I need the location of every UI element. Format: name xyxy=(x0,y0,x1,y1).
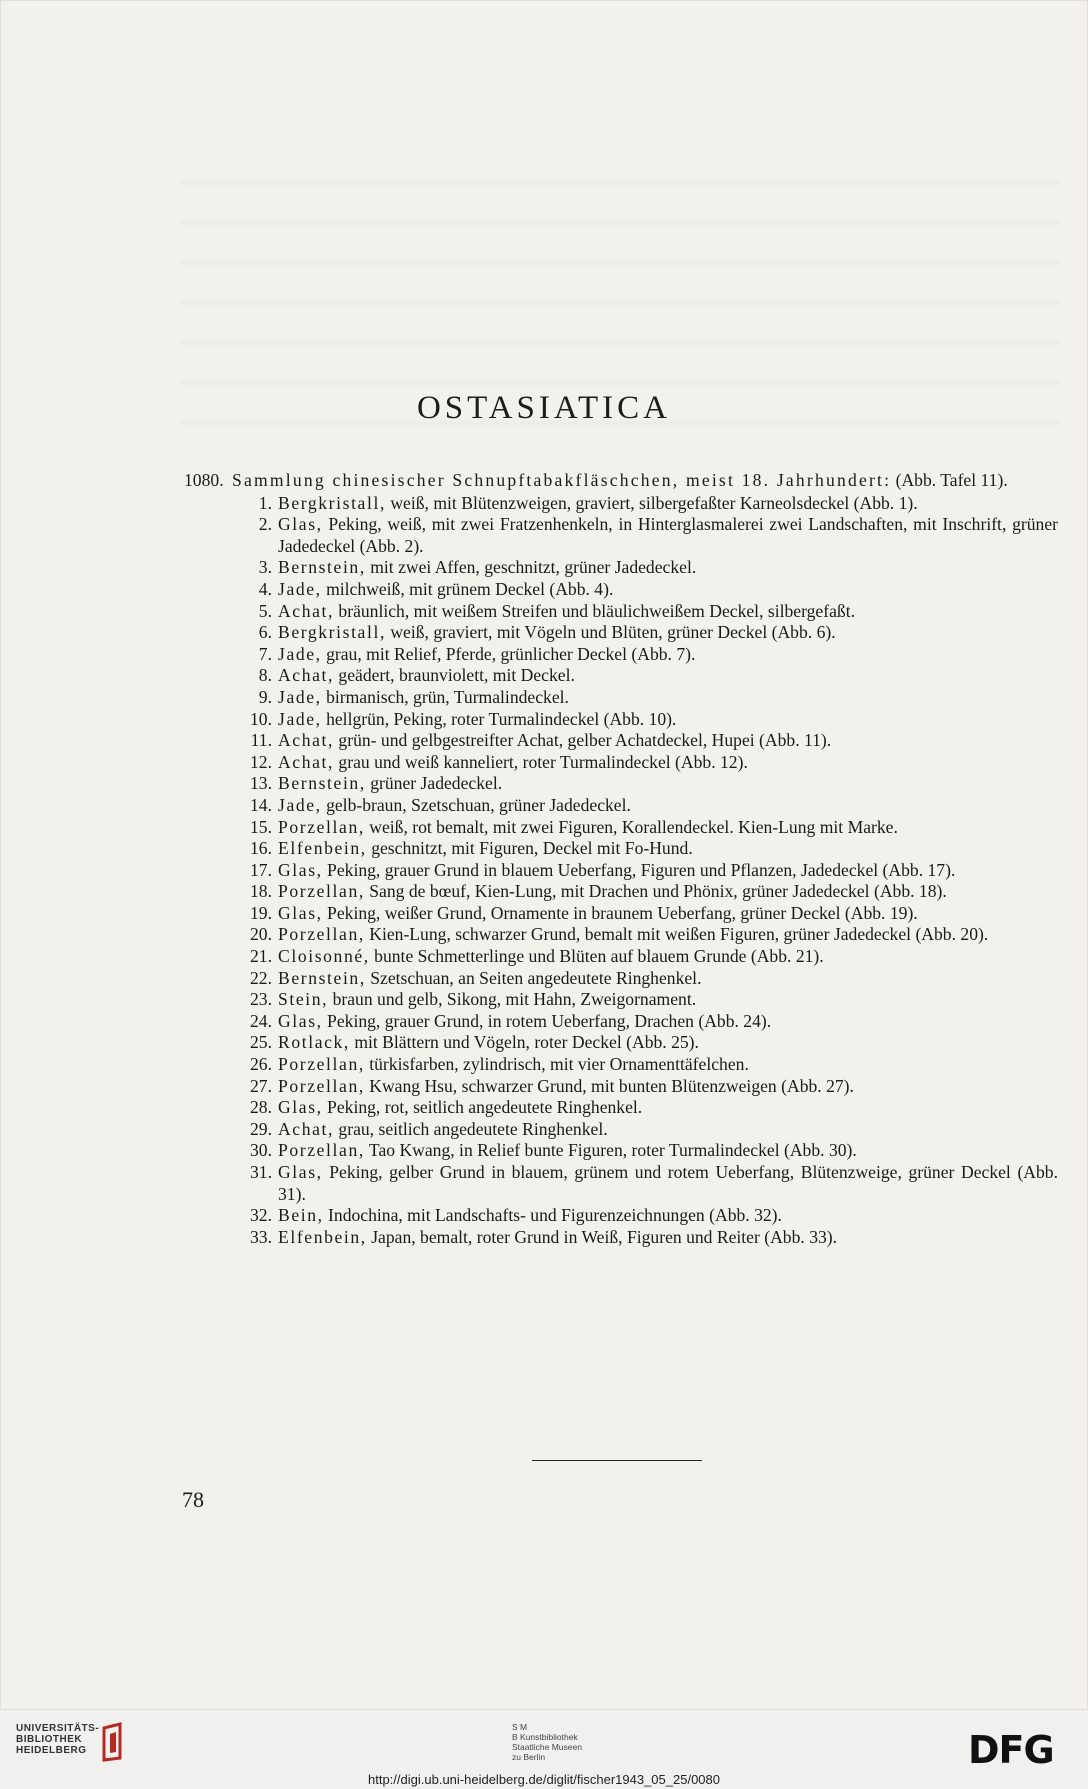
item-description: türkisfarben, zylindrisch, mit vier Ornamenttäfelchen. xyxy=(364,1054,749,1075)
item-text xyxy=(278,860,1058,882)
list-item xyxy=(184,903,1058,925)
item-text xyxy=(278,579,1058,601)
item-description: gelb-braun, Szetschuan, grüner Jadedeckel. xyxy=(321,794,631,815)
item-description: Sang de bœuf, Kien-Lung, mit Drachen und Phönix, grüner Jadedeckel (Abb. 18). xyxy=(364,881,947,902)
item-material: Achat, xyxy=(278,665,335,686)
item-description: Szetschuan, an Seiten angedeutete Ringhenkel. xyxy=(365,967,702,988)
list-item xyxy=(184,752,1058,774)
item-number: 8. xyxy=(258,665,272,686)
item-description: grau und weiß kanneliert, roter Turmalindeckel (Abb. 12). xyxy=(334,751,748,772)
item-number: 6. xyxy=(258,622,272,643)
university-line: HEIDELBERG xyxy=(16,1745,87,1756)
item-material: Bernstein, xyxy=(278,773,366,794)
museum-line: Staatliche Museen xyxy=(512,1742,582,1752)
item-text xyxy=(278,514,1058,557)
item-material: Porzellan, xyxy=(278,1140,365,1161)
list-item xyxy=(184,493,1058,515)
item-number: 27. xyxy=(250,1075,272,1096)
item-material: Bergkristall, xyxy=(278,492,386,513)
item-description: Kien-Lung, schwarzer Grund, bemalt mit weißen Figuren, grüner Jadedeckel (Abb. 20). xyxy=(364,924,989,945)
item-material: Jade, xyxy=(278,686,322,707)
item-text xyxy=(278,1119,1058,1141)
list-item xyxy=(184,514,1058,557)
item-description: mit zwei Affen, geschnitzt, grüner Jadedeckel. xyxy=(365,557,697,578)
item-number: 28. xyxy=(250,1097,272,1118)
item-description: Peking, grauer Grund, in rotem Ueberfang, Drachen (Abb. 24). xyxy=(322,1010,772,1031)
list-item xyxy=(184,601,1058,623)
list-item xyxy=(184,773,1058,795)
list-item xyxy=(184,1119,1058,1141)
item-text xyxy=(278,493,1058,515)
item-material: Achat, xyxy=(278,730,335,751)
item-list xyxy=(184,493,1058,1249)
item-material: Porzellan, xyxy=(278,1075,365,1096)
item-material: Cloisonné, xyxy=(278,946,370,967)
item-description: mit Blättern und Vögeln, roter Deckel (Abb. 25). xyxy=(349,1032,699,1053)
item-number: 1. xyxy=(258,492,272,513)
item-text xyxy=(278,1076,1058,1098)
item-text xyxy=(278,946,1058,968)
item-number: 13. xyxy=(250,773,272,794)
list-item xyxy=(184,709,1058,731)
item-number: 23. xyxy=(250,989,272,1010)
item-description: Tao Kwang, in Relief bunte Figuren, roter Turmalindeckel (Abb. 30). xyxy=(364,1140,857,1161)
item-number: 3. xyxy=(258,557,272,578)
university-logo-text[interactable] xyxy=(16,1723,99,1756)
list-item xyxy=(184,924,1058,946)
item-number: 15. xyxy=(250,816,272,837)
museum-line: S M xyxy=(512,1722,528,1732)
item-number: 5. xyxy=(258,600,272,621)
item-number: 25. xyxy=(250,1032,272,1053)
list-item xyxy=(184,968,1058,990)
item-material: Glas, xyxy=(278,1097,323,1118)
item-number: 32. xyxy=(250,1205,272,1226)
list-item xyxy=(184,1054,1058,1076)
end-rule xyxy=(532,1460,702,1461)
item-text xyxy=(278,838,1058,860)
item-material: Bernstein, xyxy=(278,967,366,988)
item-material: Rotlack, xyxy=(278,1032,350,1053)
item-material: Jade, xyxy=(278,643,322,664)
item-text xyxy=(278,752,1058,774)
permalink-url[interactable]: http://digi.ub.uni-heidelberg.de/diglit/fischer1943_05_25/0080 xyxy=(368,1772,720,1787)
item-description: milchweiß, mit grünem Deckel (Abb. 4). xyxy=(321,578,614,599)
list-item xyxy=(184,1011,1058,1033)
item-text xyxy=(278,665,1058,687)
item-material: Stein, xyxy=(278,989,329,1010)
item-number: 14. xyxy=(250,794,272,815)
item-material: Glas, xyxy=(278,1010,323,1031)
list-item xyxy=(184,665,1058,687)
list-item xyxy=(184,579,1058,601)
item-material: Achat, xyxy=(278,1118,335,1139)
museum-logo-text[interactable] xyxy=(512,1722,582,1762)
item-text xyxy=(278,622,1058,644)
item-description: weiß, graviert, mit Vögeln und Blüten, grüner Deckel (Abb. 6). xyxy=(385,622,836,643)
entry-heading xyxy=(184,470,1058,492)
item-number: 18. xyxy=(250,881,272,902)
item-text xyxy=(278,968,1058,990)
item-text xyxy=(278,1205,1058,1227)
museum-line: B Kunstbibliothek xyxy=(512,1732,578,1742)
item-description: geschnitzt, mit Figuren, Deckel mit Fo-Hund. xyxy=(366,838,693,859)
item-material: Bernstein, xyxy=(278,557,366,578)
item-text xyxy=(278,1227,1058,1249)
item-material: Porzellan, xyxy=(278,816,365,837)
list-item xyxy=(184,817,1058,839)
item-description: bräunlich, mit weißem Streifen und bläulichweißem Deckel, silbergefaßt. xyxy=(334,600,855,621)
item-material: Elfenbein, xyxy=(278,1226,367,1247)
item-text xyxy=(278,773,1058,795)
viewer-footer xyxy=(0,1710,1088,1789)
list-item xyxy=(184,946,1058,968)
list-item xyxy=(184,860,1058,882)
item-number: 4. xyxy=(258,578,272,599)
item-text xyxy=(278,601,1058,623)
item-text xyxy=(278,903,1058,925)
item-number: 29. xyxy=(250,1118,272,1139)
page-title: OSTASIATICA xyxy=(416,390,672,426)
item-text xyxy=(278,644,1058,666)
item-material: Bein, xyxy=(278,1205,324,1226)
item-description: Peking, grauer Grund in blauem Ueberfang, Figuren und Pflanzen, Jadedeckel (Abb. 17). xyxy=(322,859,956,880)
item-description: bunte Schmetterlinge und Blüten auf blauem Grunde (Abb. 21). xyxy=(369,946,824,967)
item-number: 17. xyxy=(250,859,272,880)
item-material: Glas, xyxy=(278,859,323,880)
item-number: 30. xyxy=(250,1140,272,1161)
item-material: Porzellan, xyxy=(278,924,365,945)
item-number: 19. xyxy=(250,902,272,923)
item-description: grüner Jadedeckel. xyxy=(365,773,503,794)
item-number: 22. xyxy=(250,967,272,988)
item-material: Porzellan, xyxy=(278,881,365,902)
item-number: 16. xyxy=(250,838,272,859)
item-description: Peking, weiß, mit zwei Fratzenhenkeln, in Hinterglasmalerei zwei Landschaften, mit Inschrift, grüner Jadedeckel (Abb. 2). xyxy=(278,514,1058,556)
item-number: 7. xyxy=(258,643,272,664)
item-material: Glas, xyxy=(278,514,323,535)
item-text xyxy=(278,687,1058,709)
item-text xyxy=(278,881,1058,903)
item-description: weiß, rot bemalt, mit zwei Figuren, Korallendeckel. Kien-Lung mit Marke. xyxy=(364,816,898,837)
list-item xyxy=(184,881,1058,903)
item-description: weiß, mit Blütenzweigen, graviert, silbergefaßter Karneolsdeckel (Abb. 1). xyxy=(385,492,918,513)
item-text xyxy=(278,1162,1058,1205)
university-line: UNIVERSITÄTS- xyxy=(16,1723,100,1734)
item-text xyxy=(278,1011,1058,1033)
item-text xyxy=(278,795,1058,817)
item-text xyxy=(278,1140,1058,1162)
item-material: Jade, xyxy=(278,578,322,599)
item-number: 2. xyxy=(258,514,272,535)
item-number: 26. xyxy=(250,1054,272,1075)
item-description: braun und gelb, Sikong, mit Hahn, Zweigornament. xyxy=(328,989,697,1010)
museum-line: zu Berlin xyxy=(512,1752,546,1762)
item-text xyxy=(278,989,1058,1011)
entry-number: 1080. xyxy=(184,470,224,490)
item-number: 31. xyxy=(250,1162,272,1182)
entry-title-rest: (Abb. Tafel 11). xyxy=(891,470,1008,490)
item-material: Bergkristall, xyxy=(278,622,386,643)
item-material: Jade, xyxy=(278,794,322,815)
list-item xyxy=(184,730,1058,752)
list-item xyxy=(184,1097,1058,1119)
catalog-entry xyxy=(184,470,1058,1248)
list-item xyxy=(184,1205,1058,1227)
item-text xyxy=(278,557,1058,579)
entry-title xyxy=(232,470,1058,492)
list-item xyxy=(184,622,1058,644)
item-description: grün- und gelbgestreifter Achat, gelber Achatdeckel, Hupei (Abb. 11). xyxy=(334,730,832,751)
list-item xyxy=(184,838,1058,860)
item-text xyxy=(278,817,1058,839)
list-item xyxy=(184,1032,1058,1054)
item-text xyxy=(278,1054,1058,1076)
item-description: Indochina, mit Landschafts- und Figurenzeichnungen (Abb. 32). xyxy=(323,1205,782,1226)
university-line: BIBLIOTHEK xyxy=(16,1734,83,1745)
item-description: Peking, rot, seitlich angedeutete Ringhenkel. xyxy=(322,1097,643,1118)
item-description: Japan, bemalt, roter Grund in Weiß, Figuren und Reiter (Abb. 33). xyxy=(366,1226,838,1247)
list-item xyxy=(184,795,1058,817)
item-number: 9. xyxy=(258,686,272,707)
list-item xyxy=(184,1162,1058,1205)
item-material: Glas, xyxy=(278,902,323,923)
item-number: 33. xyxy=(250,1226,272,1247)
item-number: 12. xyxy=(250,751,272,772)
item-number: 21. xyxy=(250,946,272,967)
item-material: Achat, xyxy=(278,751,335,772)
item-description: Kwang Hsu, schwarzer Grund, mit bunten Blütenzweigen (Abb. 27). xyxy=(364,1075,854,1096)
list-item xyxy=(184,1227,1058,1249)
item-material: Porzellan, xyxy=(278,1054,365,1075)
item-text xyxy=(278,924,1058,946)
item-text xyxy=(278,730,1058,752)
item-description: geädert, braunviolett, mit Deckel. xyxy=(334,665,575,686)
item-text xyxy=(278,1097,1058,1119)
list-item xyxy=(184,687,1058,709)
item-material: Achat, xyxy=(278,600,335,621)
list-item xyxy=(184,989,1058,1011)
item-number: 11. xyxy=(250,730,272,751)
item-material: Elfenbein, xyxy=(278,838,367,859)
item-description: grau, seitlich angedeutete Ringhenkel. xyxy=(334,1118,608,1139)
dfg-logo[interactable]: DFG xyxy=(968,1728,1054,1772)
item-description: birmanisch, grün, Turmalindeckel. xyxy=(321,686,569,707)
list-item xyxy=(184,644,1058,666)
item-material: Glas, xyxy=(278,1162,323,1182)
item-text xyxy=(278,1032,1058,1054)
list-item xyxy=(184,1140,1058,1162)
page-number: 78 xyxy=(182,1487,204,1512)
item-text xyxy=(278,709,1058,731)
item-number: 20. xyxy=(250,924,272,945)
item-number: 10. xyxy=(250,708,272,729)
item-material: Jade, xyxy=(278,708,322,729)
entry-title-spaced: Sammlung chinesischer Schnupftabakfläschchen, meist 18. Jahrhundert: xyxy=(232,470,892,490)
item-description: hellgrün, Peking, roter Turmalindeckel (Abb. 10). xyxy=(321,708,677,729)
item-description: Peking, gelber Grund in blauem, grünem und rotem Ueberfang, Blütenzweige, grüner Deckel (Abb. 31). xyxy=(278,1162,1058,1204)
item-description: Peking, weißer Grund, Ornamente in braunem Ueberfang, grüner Deckel (Abb. 19). xyxy=(322,902,918,923)
list-item xyxy=(184,1076,1058,1098)
list-item xyxy=(184,557,1058,579)
item-number: 24. xyxy=(250,1010,272,1031)
university-emblem-icon xyxy=(100,1722,126,1762)
item-description: grau, mit Relief, Pferde, grünlicher Deckel (Abb. 7). xyxy=(321,643,696,664)
